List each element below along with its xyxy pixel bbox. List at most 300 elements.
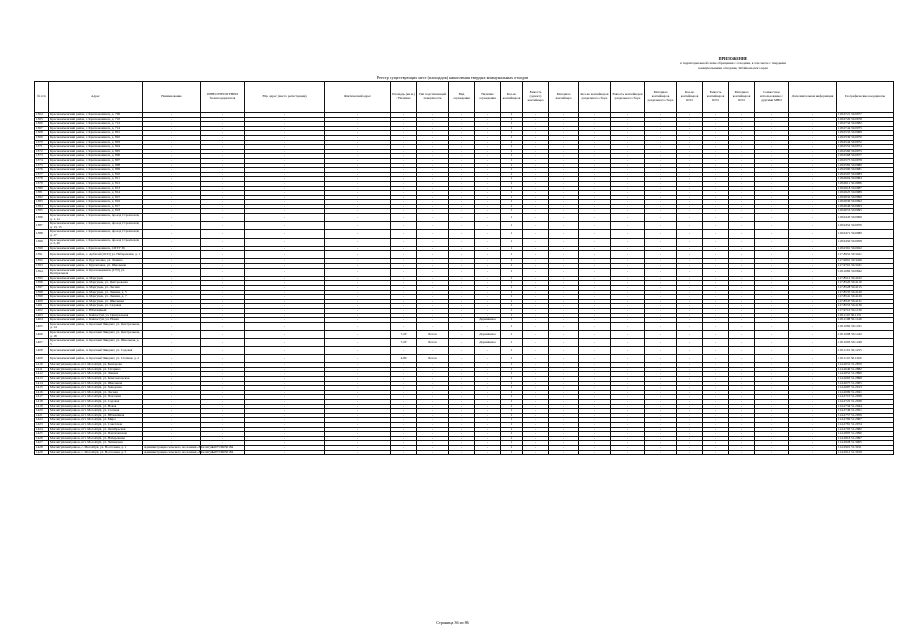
table-cell: 1: [501, 158, 523, 163]
table-cell: -: [549, 295, 579, 300]
table-cell: -: [449, 117, 475, 122]
coordinates-cell: 118.0560 50.0975: [837, 149, 894, 154]
table-cell: -: [475, 450, 501, 455]
table-cell: -: [417, 158, 449, 163]
table-cell: -: [245, 145, 325, 150]
table-cell: -: [325, 423, 391, 428]
table-cell: -: [729, 318, 755, 323]
table-cell: -: [729, 259, 755, 264]
table-cell: -: [677, 145, 703, 150]
row-number: 1415: [35, 386, 49, 391]
table-cell: -: [645, 381, 677, 386]
table-cell: -: [549, 135, 579, 140]
table-cell: -: [475, 409, 501, 414]
table-cell: -: [201, 372, 245, 377]
table-cell: -: [325, 281, 391, 286]
row-number: 1369: [35, 135, 49, 140]
table-cell: 1: [501, 409, 523, 414]
table-cell: -: [755, 163, 789, 168]
row-number: 1406: [35, 330, 49, 338]
table-cell: -: [645, 285, 677, 290]
table-cell: -: [789, 135, 837, 140]
table-cell: -: [703, 409, 729, 414]
table-cell: -: [325, 268, 391, 276]
table-row: [35, 322, 894, 330]
address-cell: Краснокаменский район, п. Краснокаменск (СТТ) ул. Центральная: [49, 268, 143, 276]
table-cell: -: [201, 432, 245, 437]
table-cell: -: [549, 140, 579, 145]
table-cell: -: [449, 355, 475, 363]
table-cell: -: [677, 418, 703, 423]
table-cell: -: [523, 432, 549, 437]
table-cell: -: [449, 304, 475, 309]
table-cell: -: [523, 295, 549, 300]
table-cell: -: [729, 113, 755, 118]
table-cell: -: [579, 347, 611, 355]
row-number: 1371: [35, 145, 49, 150]
table-cell: -: [391, 404, 417, 409]
table-cell: -: [579, 322, 611, 330]
table-cell: -: [143, 441, 201, 446]
table-cell: -: [677, 400, 703, 405]
table-cell: -: [549, 181, 579, 186]
table-cell: -: [729, 172, 755, 177]
table-cell: -: [729, 386, 755, 391]
table-row: [35, 339, 894, 347]
table-cell: -: [755, 330, 789, 338]
table-cell: -: [245, 290, 325, 295]
table-cell: -: [523, 347, 549, 355]
table-cell: -: [201, 238, 245, 246]
table-cell: -: [645, 163, 677, 168]
table-cell: -: [677, 230, 703, 238]
table-cell: -: [645, 400, 677, 405]
row-number: 1413: [35, 377, 49, 382]
table-cell: -: [755, 222, 789, 230]
table-cell: -: [729, 230, 755, 238]
table-cell: -: [325, 404, 391, 409]
table-cell: -: [417, 149, 449, 154]
coordinates-cell: 118.0618 50.0987: [837, 186, 894, 191]
table-cell: -: [729, 304, 755, 309]
table-cell: -: [417, 308, 449, 313]
table-cell: -: [523, 285, 549, 290]
table-cell: -: [579, 214, 611, 222]
table-cell: -: [449, 204, 475, 209]
address-cell: Могойтуйский район, пгт. Могойтуй, ул. Мира: [49, 418, 143, 423]
address-cell: Краснокаменский район, г. Краснокаменск, проезд Строителей, д. 13, 15: [49, 222, 143, 230]
table-cell: -: [549, 313, 579, 318]
table-cell: -: [611, 268, 645, 276]
table-cell: -: [417, 246, 449, 251]
table-cell: -: [325, 432, 391, 437]
table-cell: -: [417, 191, 449, 196]
row-number: 1374: [35, 158, 49, 163]
table-cell: -: [201, 135, 245, 140]
table-cell: -: [201, 145, 245, 150]
table-cell: -: [677, 313, 703, 318]
table-cell: -: [579, 339, 611, 347]
row-number: 1410: [35, 363, 49, 368]
table-cell: -: [579, 308, 611, 313]
table-cell: -: [201, 363, 245, 368]
table-cell: -: [611, 423, 645, 428]
table-cell: -: [789, 285, 837, 290]
table-cell: -: [449, 445, 475, 450]
table-cell: -: [677, 195, 703, 200]
table-cell: -: [755, 432, 789, 437]
table-cell: -: [475, 313, 501, 318]
table-cell: -: [201, 251, 245, 259]
table-row: [35, 450, 894, 455]
table-cell: -: [391, 177, 417, 182]
table-cell: -: [729, 251, 755, 259]
table-cell: -: [325, 264, 391, 269]
table-cell: -: [703, 122, 729, 127]
table-cell: -: [645, 264, 677, 269]
table-cell: -: [729, 347, 755, 355]
table-cell: -: [201, 313, 245, 318]
table-cell: -: [449, 140, 475, 145]
table-cell: -: [201, 222, 245, 230]
table-cell: -: [391, 295, 417, 300]
table-cell: -: [789, 372, 837, 377]
table-cell: Бетон: [417, 330, 449, 338]
table-cell: -: [789, 413, 837, 418]
table-cell: -: [755, 339, 789, 347]
table-cell: -: [755, 418, 789, 423]
table-cell: -: [475, 181, 501, 186]
row-number: 1398: [35, 290, 49, 295]
table-cell: Деревянное: [475, 339, 501, 347]
table-cell: -: [789, 295, 837, 300]
table-cell: -: [579, 418, 611, 423]
table-cell: -: [579, 445, 611, 450]
row-number: 1407: [35, 339, 49, 347]
table-cell: -: [143, 246, 201, 251]
table-cell: -: [325, 386, 391, 391]
table-cell: -: [417, 413, 449, 418]
table-cell: -: [549, 238, 579, 246]
table-cell: -: [245, 126, 325, 131]
table-cell: -: [325, 372, 391, 377]
table-cell: -: [729, 177, 755, 182]
table-cell: -: [475, 441, 501, 446]
address-cell: Краснокаменский район, г. Краснокаменск, д. 818: [49, 209, 143, 214]
table-cell: -: [729, 268, 755, 276]
table-cell: -: [611, 295, 645, 300]
row-number: 1377: [35, 172, 49, 177]
table-cell: -: [579, 295, 611, 300]
row-number: 1405: [35, 322, 49, 330]
address-cell: Краснокаменский район, г. Краснокаменск, д. 813: [49, 186, 143, 191]
table-row: [35, 330, 894, 338]
address-cell: Могойтуйский район, пгт. Могойтуй, ул. Комсомольская: [49, 377, 143, 382]
table-cell: -: [579, 209, 611, 214]
table-cell: -: [245, 204, 325, 209]
table-cell: -: [449, 281, 475, 286]
table-cell: -: [325, 413, 391, 418]
table-cell: -: [645, 209, 677, 214]
table-cell: -: [201, 186, 245, 191]
table-cell: 1: [501, 191, 523, 196]
table-cell: -: [645, 214, 677, 222]
table-cell: -: [755, 427, 789, 432]
table-cell: -: [475, 404, 501, 409]
table-cell: -: [677, 436, 703, 441]
address-cell: Краснокаменский район, г. Краснокаменск, д. 804: [49, 145, 143, 150]
table-cell: 1: [501, 339, 523, 347]
table-cell: -: [325, 135, 391, 140]
table-cell: -: [677, 355, 703, 363]
table-cell: -: [579, 172, 611, 177]
table-cell: -: [325, 441, 391, 446]
table-cell: -: [523, 400, 549, 405]
table-cell: -: [729, 158, 755, 163]
table-cell: -: [325, 299, 391, 304]
table-cell: -: [703, 163, 729, 168]
table-cell: -: [579, 304, 611, 309]
coordinates-cell: 117.8535 50.4120: [837, 290, 894, 295]
table-cell: -: [611, 230, 645, 238]
table-cell: -: [677, 299, 703, 304]
table-cell: -: [391, 135, 417, 140]
column-header: Совместное использование с другими МНО: [755, 82, 789, 113]
table-cell: -: [579, 355, 611, 363]
table-cell: -: [449, 367, 475, 372]
table-cell: -: [611, 145, 645, 150]
table-cell: -: [325, 363, 391, 368]
table-cell: -: [789, 290, 837, 295]
table-cell: -: [475, 295, 501, 300]
table-cell: -: [703, 386, 729, 391]
table-cell: -: [523, 355, 549, 363]
coordinates-cell: 117.8512 50.4102: [837, 276, 894, 281]
table-cell: -: [579, 377, 611, 382]
table-cell: -: [789, 172, 837, 177]
table-cell: -: [645, 450, 677, 455]
coordinates-cell: 118.0471 50.0980: [837, 230, 894, 238]
table-cell: -: [391, 122, 417, 127]
table-cell: -: [645, 377, 677, 382]
table-cell: -: [611, 322, 645, 330]
table-cell: -: [549, 126, 579, 131]
table-cell: -: [475, 423, 501, 428]
table-cell: -: [143, 281, 201, 286]
table-cell: -: [611, 290, 645, 295]
table-cell: -: [245, 404, 325, 409]
table-cell: -: [789, 299, 837, 304]
table-cell: -: [611, 432, 645, 437]
table-cell: -: [523, 222, 549, 230]
table-cell: -: [523, 372, 549, 377]
coordinates-cell: 114.2901 51.3011: [837, 445, 894, 450]
table-cell: -: [703, 281, 729, 286]
table-cell: -: [729, 295, 755, 300]
table-cell: -: [201, 131, 245, 136]
table-cell: -: [729, 195, 755, 200]
table-cell: -: [611, 140, 645, 145]
table-cell: -: [703, 450, 729, 455]
table-cell: -: [201, 404, 245, 409]
table-cell: -: [611, 372, 645, 377]
table-cell: -: [523, 322, 549, 330]
table-cell: -: [677, 149, 703, 154]
table-cell: -: [549, 285, 579, 290]
table-cell: -: [475, 418, 501, 423]
table-cell: -: [789, 386, 837, 391]
table-cell: -: [143, 295, 201, 300]
table-cell: -: [201, 409, 245, 414]
table-cell: -: [729, 367, 755, 372]
table-cell: -: [645, 149, 677, 154]
table-cell: -: [677, 238, 703, 246]
table-cell: -: [143, 214, 201, 222]
row-number: 1368: [35, 131, 49, 136]
row-number: 1422: [35, 418, 49, 423]
table-cell: Бетон: [417, 355, 449, 363]
table-cell: -: [245, 209, 325, 214]
address-cell: Краснокаменский район, г. Краснокаменск, д. 810: [49, 172, 143, 177]
table-cell: -: [579, 191, 611, 196]
table-cell: -: [549, 347, 579, 355]
table-cell: -: [449, 195, 475, 200]
table-cell: -: [201, 281, 245, 286]
table-row: [35, 347, 894, 355]
table-cell: -: [391, 214, 417, 222]
table-cell: -: [325, 154, 391, 159]
table-cell: -: [789, 450, 837, 455]
row-number: 1386: [35, 214, 49, 222]
table-cell: -: [475, 276, 501, 281]
table-cell: -: [143, 122, 201, 127]
table-cell: -: [755, 145, 789, 150]
table-cell: -: [325, 113, 391, 118]
table-cell: -: [417, 322, 449, 330]
table-cell: -: [579, 386, 611, 391]
table-cell: -: [549, 145, 579, 150]
table-cell: -: [579, 400, 611, 405]
column-header: Материал контейнеров КГО: [729, 82, 755, 113]
coordinates-cell: 118.0391 50.0922: [837, 246, 894, 251]
table-cell: -: [611, 209, 645, 214]
table-cell: -: [703, 441, 729, 446]
address-cell: Могойтуйский район, пгт. Могойтуй, ул. Новая: [49, 404, 143, 409]
table-cell: -: [703, 436, 729, 441]
table-cell: -: [449, 276, 475, 281]
table-cell: -: [729, 209, 755, 214]
table-cell: -: [201, 214, 245, 222]
table-cell: -: [201, 347, 245, 355]
table-cell: -: [645, 423, 677, 428]
table-cell: -: [549, 367, 579, 372]
table-cell: -: [245, 276, 325, 281]
table-cell: -: [703, 168, 729, 173]
table-cell: -: [475, 246, 501, 251]
table-cell: -: [703, 404, 729, 409]
table-cell: -: [611, 117, 645, 122]
table-cell: -: [245, 418, 325, 423]
row-number: 1402: [35, 308, 49, 313]
table-cell: -: [417, 441, 449, 446]
table-cell: -: [703, 390, 729, 395]
row-number: 1379: [35, 181, 49, 186]
table-cell: -: [579, 149, 611, 154]
table-cell: -: [391, 372, 417, 377]
table-cell: -: [789, 427, 837, 432]
table-cell: -: [325, 214, 391, 222]
row-number: 1416: [35, 390, 49, 395]
table-cell: -: [201, 381, 245, 386]
table-cell: -: [579, 251, 611, 259]
address-cell: Могойтуйский район, пгт. Могойтуй, ул. Советская: [49, 423, 143, 428]
table-cell: -: [523, 131, 549, 136]
table-cell: -: [201, 181, 245, 186]
table-cell: 1: [501, 450, 523, 455]
table-cell: -: [549, 450, 579, 455]
table-cell: -: [789, 177, 837, 182]
table-cell: -: [789, 347, 837, 355]
table-cell: -: [245, 318, 325, 323]
table-cell: -: [201, 339, 245, 347]
coordinates-cell: 118.0720 50.0978: [837, 117, 894, 122]
table-cell: -: [417, 363, 449, 368]
table-cell: -: [677, 322, 703, 330]
table-cell: -: [579, 154, 611, 159]
table-cell: -: [523, 304, 549, 309]
table-cell: -: [245, 154, 325, 159]
table-cell: -: [143, 339, 201, 347]
table-cell: -: [391, 418, 417, 423]
table-cell: -: [245, 355, 325, 363]
coordinates-cell: 117.9691 50.3426: [837, 259, 894, 264]
table-cell: -: [789, 230, 837, 238]
table-cell: -: [245, 285, 325, 290]
coordinates-cell: 114.2805 51.2990: [837, 432, 894, 437]
table-cell: -: [789, 445, 837, 450]
table-cell: -: [449, 436, 475, 441]
table-cell: -: [611, 186, 645, 191]
table-cell: -: [391, 395, 417, 400]
table-cell: -: [417, 347, 449, 355]
table-cell: -: [579, 390, 611, 395]
table-cell: -: [523, 158, 549, 163]
table-cell: -: [729, 204, 755, 209]
table-cell: -: [645, 367, 677, 372]
table-cell: -: [755, 372, 789, 377]
table-cell: -: [201, 423, 245, 428]
table-cell: -: [755, 113, 789, 118]
table-cell: -: [729, 154, 755, 159]
table-cell: -: [391, 318, 417, 323]
row-number: 1421: [35, 413, 49, 418]
row-number: 1391: [35, 251, 49, 259]
table-cell: -: [475, 281, 501, 286]
table-cell: 1: [501, 404, 523, 409]
table-cell: -: [789, 418, 837, 423]
table-cell: -: [523, 339, 549, 347]
table-cell: -: [325, 122, 391, 127]
table-cell: -: [703, 330, 729, 338]
table-row: [35, 355, 894, 363]
table-cell: -: [549, 177, 579, 182]
table-cell: -: [143, 355, 201, 363]
table-cell: -: [579, 413, 611, 418]
table-cell: -: [417, 404, 449, 409]
table-cell: -: [789, 200, 837, 205]
table-cell: -: [729, 290, 755, 295]
table-cell: -: [611, 400, 645, 405]
